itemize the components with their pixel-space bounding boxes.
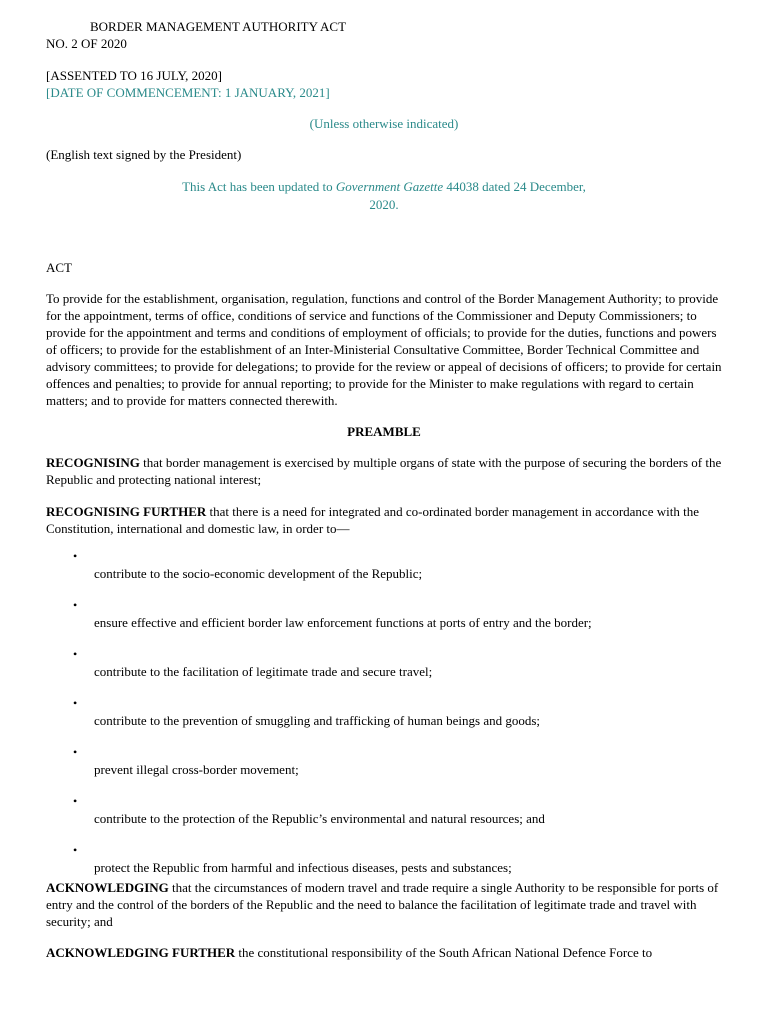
gazette-link[interactable]: Government Gazette [335, 179, 444, 194]
acknowledging-further-paragraph: ACKNOWLEDGING FURTHER the constitutional responsibility of the South African National Defence Force to [46, 945, 653, 960]
bullet-icon: • [73, 794, 78, 808]
act-number: NO. 2 OF 2020 [46, 36, 127, 51]
long-title: To provide for the establishment, organisation, regulation, functions and control of the Border Management Authority; to provide for the appointment, terms of office, conditions of service and functions of the Commissioner and Deputy Commissioners; to provide for the appointment and terms and conditions of employment of officials; to provide for the duties, functions and powers of officers; to provide for the establishment of an Inter-Ministerial Consultative Committee, Border Technical Committee and advisory committees; to provide for delegations; to provide for the review or appeal of decisions of officers; to provide for certain offences and penalties; to provide for annual reporting; to provide for the Minister to make regulations with regard to certain matters; and to provide for matters connected therewith. [46, 291, 722, 408]
bullet-icon: • [73, 843, 78, 857]
english-text-note: (English text signed by the President) [46, 147, 242, 162]
list-item: • ensure effective and efficient border law enforcement functions at ports of entry and the border; [73, 598, 592, 630]
list-item: • prevent illegal cross-border movement; [73, 745, 299, 777]
list-item: • protect the Republic from harmful and infectious diseases, pests and substances; [73, 843, 512, 875]
list-item: • contribute to the socio-economic development of the Republic; [73, 549, 423, 581]
list-item: • contribute to the prevention of smuggling and trafficking of human beings and goods; [73, 696, 541, 728]
commencement-date: [DATE OF COMMENCEMENT: 1 JANUARY, 2021] [46, 85, 330, 100]
assented-date: [ASSENTED TO 16 JULY, 2020] [46, 68, 223, 83]
preamble-heading: PREAMBLE [347, 424, 421, 439]
recognising-paragraph: RECOGNISING that border management is exercised by multiple organs of state with the purpose of securing the borders of the Republic and protecting national interest; [46, 455, 722, 487]
bullet-icon: • [73, 696, 78, 710]
act-label: ACT [46, 260, 72, 275]
list-item: • contribute to the facilitation of legitimate trade and secure travel; [73, 647, 433, 679]
recognising-further-paragraph: RECOGNISING FURTHER that there is a need for integrated and co-ordinated border management in accordance with the Constitution, international and domestic law, in order to— [46, 504, 699, 536]
update-notice-line1: This Act has been updated to Government Gazette 44038 dated 24 December, [182, 179, 586, 194]
document-page [46, 18, 722, 961]
bullet-icon: • [73, 647, 78, 661]
bullet-icon: • [73, 745, 78, 759]
update-notice [46, 178, 722, 214]
bullet-icon: • [73, 549, 78, 563]
bullet-icon: • [73, 598, 78, 612]
purpose-list [46, 548, 722, 878]
acknowledging-paragraph: ACKNOWLEDGING that the circumstances of modern travel and trade require a single Authority to be responsible for ports of entry and the control of the borders of the Republic and the need to balance the facilitation of legitimate trade and travel with security; and [46, 880, 719, 929]
update-notice-line2: 2020. [369, 197, 399, 212]
unless-indicated-note: (Unless otherwise indicated) [309, 116, 459, 131]
list-item: • contribute to the protection of the Republic’s environmental and natural resources; and [73, 794, 545, 826]
act-title: BORDER MANAGEMENT AUTHORITY ACT [90, 19, 347, 34]
